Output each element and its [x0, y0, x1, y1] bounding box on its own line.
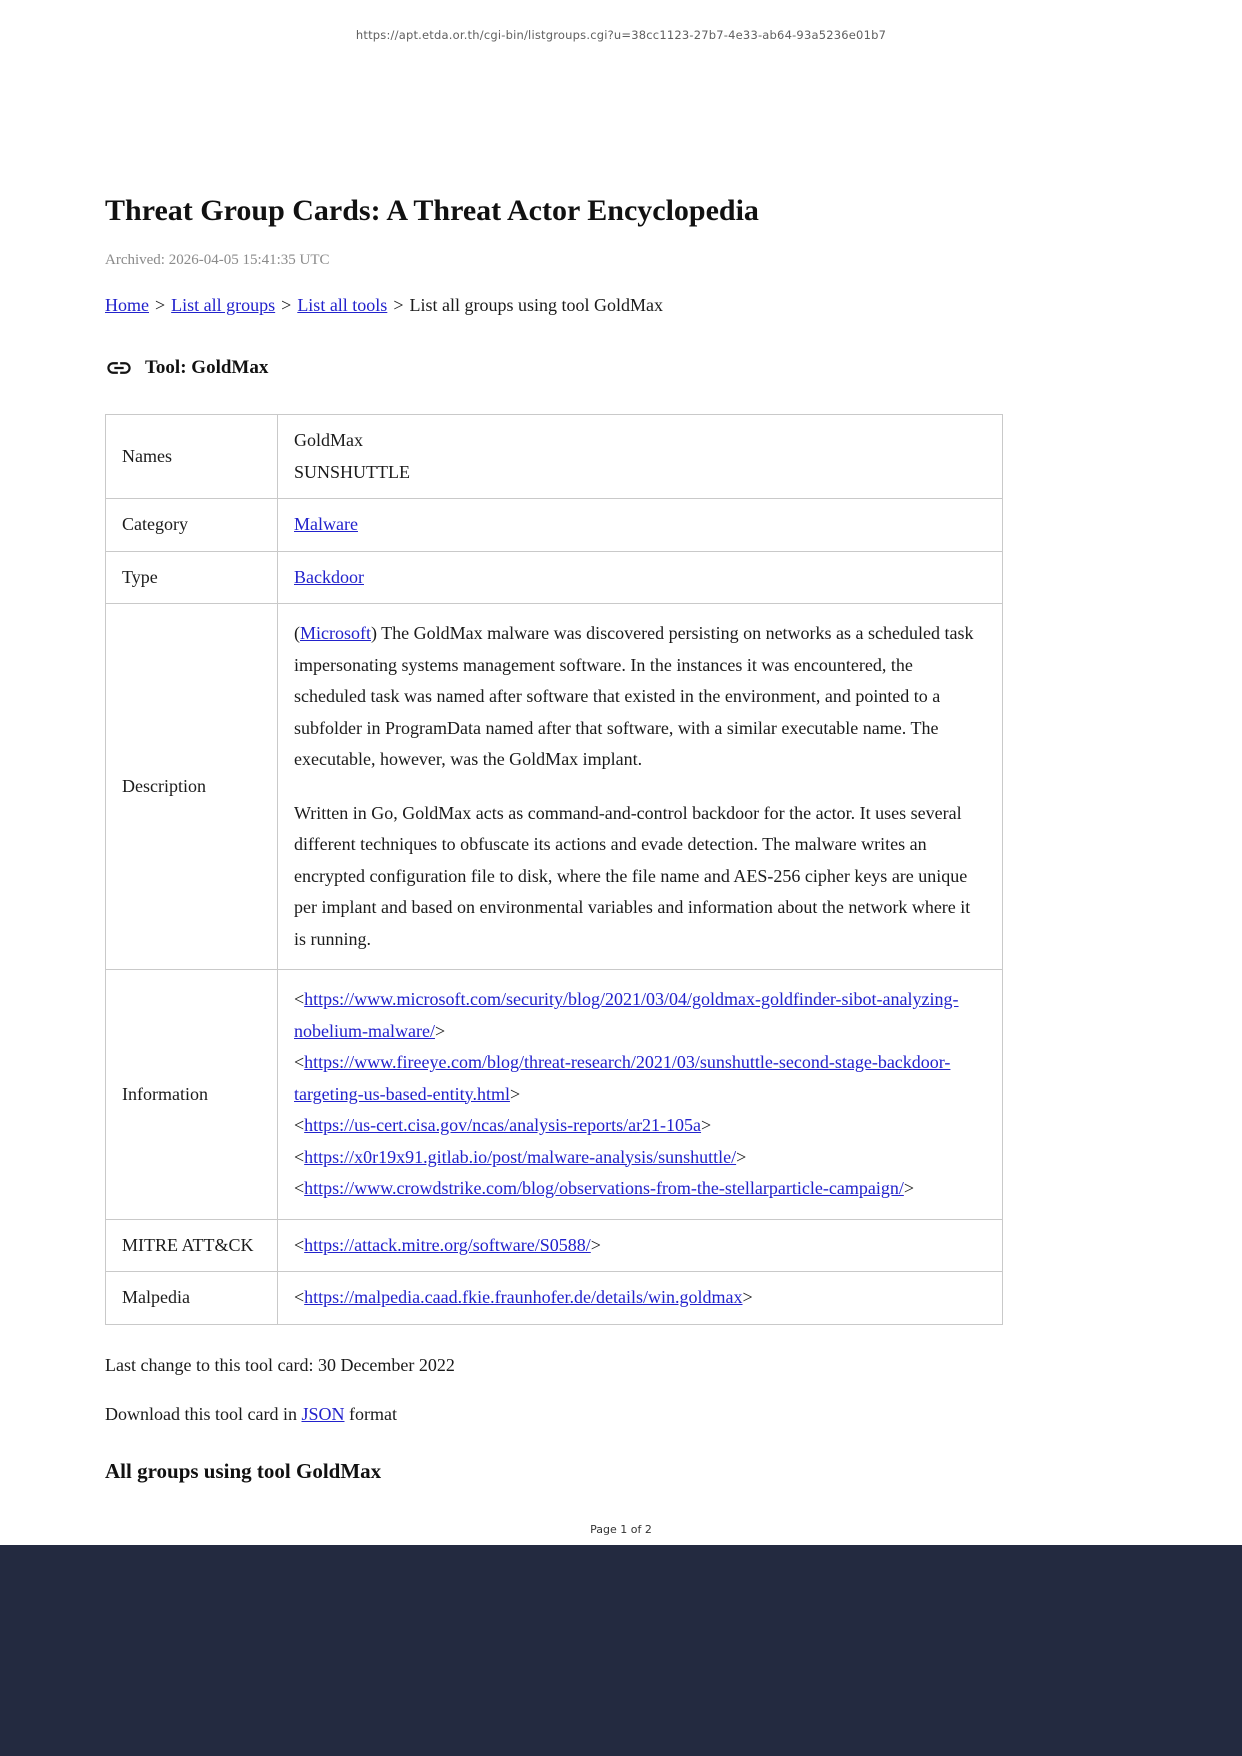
table-row-category: [106, 499, 1003, 552]
information-link[interactable]: https://www.crowdstrike.com/blog/observations-from-the-stellarparticle-campaign/: [304, 1178, 904, 1198]
angle-open: <: [294, 1115, 305, 1135]
row-label-description: Description: [106, 604, 278, 970]
angle-open: <: [294, 1146, 305, 1167]
table-row-names: [106, 415, 1003, 499]
download-suffix: format: [344, 1403, 397, 1424]
information-link-line: [294, 1142, 986, 1174]
breadcrumb-separator: >: [393, 295, 404, 315]
row-value-description: [278, 604, 1003, 970]
angle-close: >: [903, 1178, 914, 1198]
archive-url-header: https://apt.etda.or.th/cgi-bin/listgroups.cgi?u=38cc1123-27b7-4e33-ab64-93a5236e01b7: [355, 28, 887, 42]
breadcrumb-link-list-all-tools[interactable]: List all tools: [297, 295, 388, 315]
page-content: [0, 194, 1242, 1484]
information-link[interactable]: https://us-cert.cisa.gov/ncas/analysis-reports/ar21-105a: [304, 1115, 702, 1135]
tool-heading: [105, 354, 1137, 382]
angle-open: <: [294, 1178, 305, 1198]
malware-category-link[interactable]: Malware: [294, 514, 358, 534]
angle-open: <: [294, 989, 305, 1009]
information-link-line: [294, 1047, 986, 1110]
row-label-mitre: MITRE ATT&CK: [106, 1219, 278, 1272]
backdoor-type-link[interactable]: Backdoor: [294, 566, 364, 587]
information-link[interactable]: https://x0r19x91.gitlab.io/post/malware-analysis/sunshuttle/: [304, 1146, 737, 1167]
last-change-text: Last change to this tool card: 30 December 2022: [105, 1354, 455, 1375]
archived-timestamp: Archived: 2026-04-05 15:41:35 UTC: [105, 252, 330, 268]
angle-close: >: [509, 1083, 521, 1104]
table-row-information: [106, 970, 1003, 1220]
breadcrumb-link-home[interactable]: Home: [105, 295, 149, 315]
row-value-type: [278, 551, 1003, 604]
information-link[interactable]: https://www.microsoft.com/security/blog/2021/03/04/goldmax-goldfinder-sibot-analyzing-nobelium-malware/: [294, 989, 959, 1041]
groups-heading: All groups using tool GoldMax: [105, 1458, 382, 1483]
mitre-attack-link[interactable]: https://attack.mitre.org/software/S0588/: [304, 1234, 591, 1255]
row-value-names: [278, 415, 1003, 499]
malpedia-link[interactable]: https://malpedia.caad.fkie.fraunhofer.de/details/win.goldmax: [304, 1287, 743, 1307]
information-link-line: [294, 984, 986, 1047]
description-paragraph-2: Written in Go, GoldMax acts as command-and-control backdoor for the actor. It uses several different techniques to obfuscate its actions and evade detection. The malware writes an encrypted configuration file to disk, where the file name and AES-256 cipher keys are unique per implant and based on environmental variables and information about the network where it is running.: [294, 802, 971, 949]
download-text: [105, 1404, 1137, 1425]
row-label-names: Names: [106, 415, 278, 499]
breadcrumb-separator: >: [155, 295, 166, 315]
page-title: Threat Group Cards: A Threat Actor Encyclopedia: [105, 194, 759, 227]
row-value-information: [278, 970, 1003, 1220]
angle-close: >: [701, 1115, 712, 1135]
row-value-malpedia: [278, 1272, 1003, 1325]
tool-name: GoldMax: [294, 430, 363, 450]
breadcrumb-link-list-all-groups[interactable]: List all groups: [171, 295, 276, 315]
description-paragraph-1: [294, 618, 986, 776]
row-label-category: Category: [106, 499, 278, 552]
tool-card-table: [105, 414, 1003, 1325]
row-value-category: [278, 499, 1003, 552]
breadcrumb-current: List all groups using tool GoldMax: [409, 295, 663, 315]
angle-open: <: [294, 1234, 305, 1255]
angle-open: <: [294, 1287, 305, 1307]
breadcrumb-separator: >: [281, 295, 292, 315]
row-value-mitre: [278, 1219, 1003, 1272]
table-row-description: [106, 604, 1003, 970]
information-link-line: [294, 1110, 986, 1142]
microsoft-source-link[interactable]: Microsoft: [300, 623, 371, 643]
page-break-dark-band: [0, 1545, 1242, 1756]
json-download-link[interactable]: JSON: [301, 1403, 345, 1424]
row-label-type: Type: [106, 551, 278, 604]
download-prefix: Download this tool card in: [105, 1403, 302, 1424]
row-label-malpedia: Malpedia: [106, 1272, 278, 1325]
angle-close: >: [590, 1234, 601, 1255]
angle-close: >: [434, 1020, 446, 1041]
table-row-malpedia: [106, 1272, 1003, 1325]
information-link[interactable]: https://www.fireeye.com/blog/threat-research/2021/03/sunshuttle-second-stage-backdoor-targeting-us-based-entity.html: [294, 1052, 951, 1104]
table-row-mitre: [106, 1219, 1003, 1272]
tool-heading-label: Tool: GoldMax: [145, 357, 269, 378]
row-label-information: Information: [106, 970, 278, 1220]
angle-close: >: [736, 1146, 747, 1167]
angle-close: >: [742, 1287, 753, 1307]
breadcrumb: [105, 295, 1137, 316]
table-row-type: [106, 551, 1003, 604]
tool-alias: SUNSHUTTLE: [294, 461, 410, 482]
description-paragraph-1-text: ) The GoldMax malware was discovered persisting on networks as a scheduled task impersonating systems management software. In the instances it was encountered, the scheduled task was named after software that existed in the environment, and pointed to a subfolder in ProgramData named after that software, with a similar executable name. The executable, however, was the GoldMax implant.: [294, 623, 974, 769]
information-link-line: [294, 1173, 986, 1205]
paren-open: (: [294, 623, 300, 643]
link-icon: [105, 354, 133, 382]
angle-open: <: [294, 1052, 305, 1072]
page-indicator: Page 1 of 2: [590, 1523, 652, 1536]
